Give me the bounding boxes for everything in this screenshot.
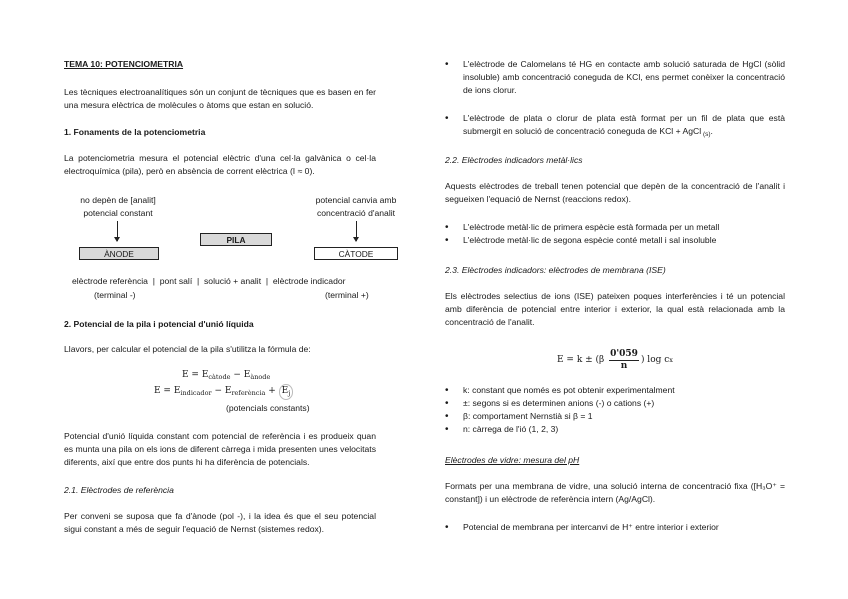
catode-note-2: concentració d'analit: [316, 208, 396, 218]
anode-box: ÀNODE: [79, 247, 159, 260]
list-item: • L'elèctrode metàl·lic de primera espècie està formada per un metall: [445, 221, 785, 234]
catode-box: CÀTODE: [314, 247, 398, 260]
silver-electrode-list: [445, 112, 785, 141]
section-2-2-heading: 2.2. Elèctrodes indicadors metàl·lics: [445, 155, 583, 165]
reference-electrodes-list: [445, 58, 785, 97]
section-2-3-heading: 2.3. Elèctrodes indicadors: elèctrodes de membrana (ISE): [445, 265, 666, 275]
anode-arrow: [117, 221, 118, 241]
section-2-heading: 2. Potencial de la pila i potencial d'unió líquida: [64, 319, 254, 329]
list-item: • k: constant que només es pot obtenir experimentalment: [445, 384, 785, 397]
nernst-equation: E = k ± (β $\frac{0'059}{n}$ ) log c x: [557, 349, 673, 371]
metallic-electrodes-list: [445, 221, 785, 247]
doc-title: TEMA 10: POTENCIOMETRIA: [64, 59, 184, 69]
glass-electrode-heading: Elèctrodes de vidre: mesura del pH: [445, 455, 580, 465]
list-item: • L'elèctrode metàl·lic de segona espècie conté metall i sal insoluble: [445, 234, 785, 247]
catode-note-1: potencial canvia amb: [315, 195, 397, 205]
fraction-denominator: n: [620, 361, 628, 371]
section-2-1-heading: 2.1. Elèctrodes de referència: [64, 485, 174, 495]
equation-cell-potential: $E = E_{càtode} - E_{ànode}$: [182, 370, 271, 381]
section-2-1-text: Per conveni se suposa que fa d'ànode (pol -), i la idea és que el seu potencial sigui constant a més de seguir l'equació de Nernst (sistemes redox).: [64, 511, 376, 534]
list-item: • L'elèctrode de Calomelans té HG en contacte amb solució saturada de HgCl (sòlid insoluble) amb concentració coneguda de KCl, ens permet conèixer la concentració de ions clorur.: [445, 58, 785, 97]
equation-note: (potencials constants): [226, 403, 310, 413]
list-item: • n: càrrega de l'ió (1, 2, 3): [445, 423, 785, 436]
section-2-3-text: Els elèctrodes selectius de ions (ISE) pateixen poques interferències i té un potencial amb diferència de potencial entre interior i exterior, la qual està relacionada amb la concentració de l'analit.: [445, 291, 785, 327]
terminal-positive: (terminal +): [325, 290, 369, 300]
intro-paragraph: Les tècniques electroanalítiques són un conjunt de tècniques que es basen en fer una mesura elèctrica de molècules o àtoms que estan en solució.: [64, 87, 376, 110]
cell-components-line: elèctrode referència | pont salí | solució + analit | elèctrode indicador: [72, 276, 346, 286]
glass-electrode-text: Formats per una membrana de vidre, una solució interna de concentració fixa ([H₃O⁺ = constant]) i un elèctrode de referència intern (Ag/AgCl).: [445, 481, 785, 504]
junction-paragraph: Potencial d'unió líquida constant com potencial de referència i es produeix quan es munta una pila on els ions de diferent càrrega i mida presenten unes velocitats diferents, així que entre dos punts hi ha diferència de potencials.: [64, 431, 376, 467]
anode-note-1: no depèn de [analit]: [80, 195, 156, 205]
list-item: • β: comportament Nernstià si β = 1: [445, 410, 785, 423]
glass-electrode-list: [445, 521, 785, 534]
terminal-negative: (terminal -): [94, 290, 136, 300]
fraction-numerator: 0'059: [610, 349, 638, 359]
catode-arrow: [356, 221, 357, 241]
equation-indicator-reference: $E = E_{indicador} - E_{referència} + E_j$: [154, 384, 293, 400]
junction-potential: $E_j$: [279, 384, 294, 400]
equation-variables-list: [445, 384, 785, 436]
section-1-text: La potenciometria mesura el potencial elèctric d'una cel·la galvànica o cel·la electroquímica (pila), però en absència de corrent elèctrica (I ≈ 0).: [64, 153, 376, 176]
section-2-text: Llavors, per calcular el potencial de la pila s'utilitza la fórmula de:: [64, 344, 311, 354]
section-2-2-text: Aquests elèctrodes de treball tenen potencial que depèn de la concentració de l'analit i segueixen l'equació de Nernst (reaccions redox).: [445, 181, 785, 204]
list-item: • Potencial de membrana per intercanvi de H⁺ entre interior i exterior: [445, 521, 785, 534]
section-1-heading: 1. Fonaments de la potenciometria: [64, 127, 206, 137]
anode-note-2: potencial constant: [83, 208, 153, 218]
pila-box: PILA: [200, 233, 272, 246]
list-item: • ±: segons si es determinen anions (-) o cations (+): [445, 397, 785, 410]
list-item: • L'elèctrode de plata o clorur de plata està format per un fil de plata que està submergit en solució de concentració coneguda de KCl + AgCl $_{(s)}$.: [445, 112, 785, 141]
